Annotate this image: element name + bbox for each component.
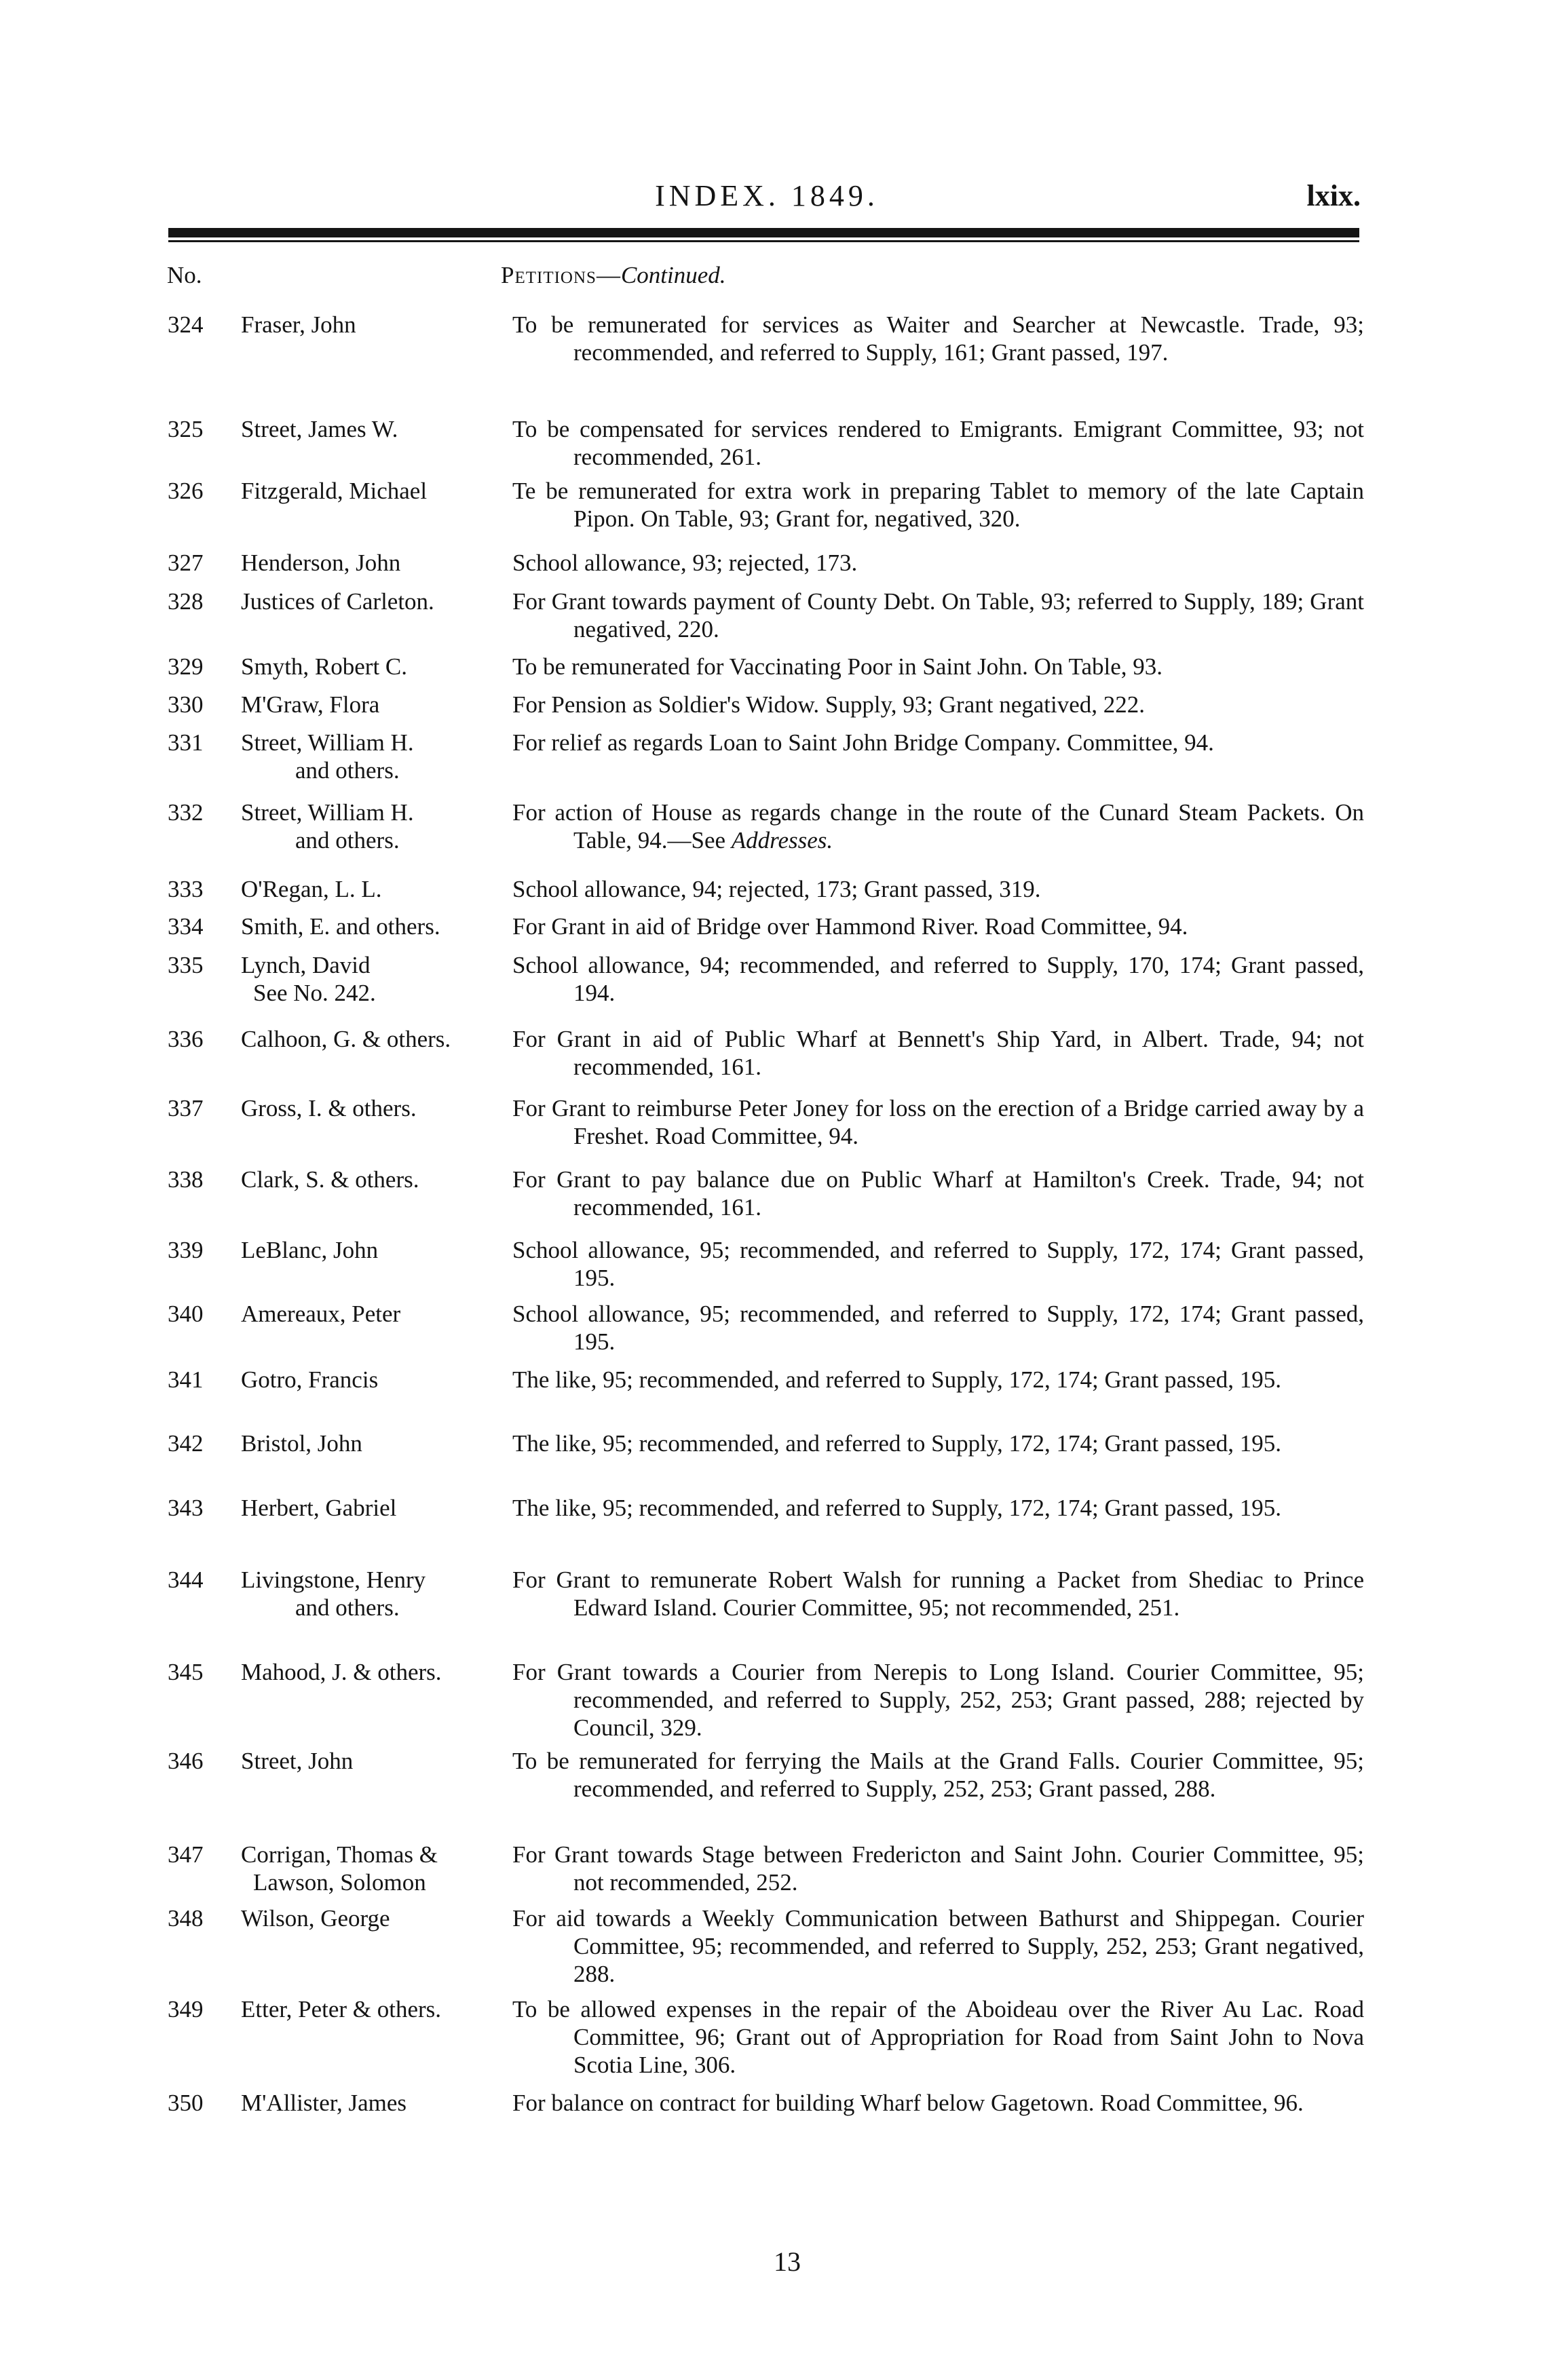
petitioner-name: Amereaux, Peter — [241, 1301, 401, 1327]
description-text: For relief as regards Loan to Saint John Bridge Company. Committee, 94. — [512, 729, 1214, 756]
entry-number: 330 — [168, 691, 204, 718]
description-text: For Pension as Soldier's Widow. Supply, 93; Grant negatived, 222. — [512, 691, 1146, 718]
entry-description — [512, 799, 1364, 854]
description-text: For Grant to reimburse Peter Joney for loss on the erection of a Bridge carried away by a Freshet. Road Committee, 94. — [512, 1095, 1364, 1149]
description-text: School allowance, 94; recommended, and referred to Supply, 170, 174; Grant passed, 194. — [512, 952, 1364, 1006]
entry-description — [512, 1658, 1364, 1742]
entry-description — [512, 477, 1364, 533]
description-text: For Grant towards Stage between Fredericton and Saint John. Courier Committee, 95; not recommended, 252. — [512, 1841, 1364, 1896]
entry-petitioner — [241, 588, 499, 615]
description-text: School allowance, 95; recommended, and referred to Supply, 172, 174; Grant passed, 195. — [512, 1237, 1364, 1291]
petitioner-name: Herbert, Gabriel — [241, 1495, 397, 1521]
petitioner-name: Street, John — [241, 1748, 354, 1774]
entry-petitioner — [241, 1841, 499, 1896]
description-text: School allowance, 94; rejected, 173; Grant passed, 319. — [512, 876, 1041, 902]
description-cross-reference: Addresses. — [731, 827, 833, 853]
petitioner-name-continued: and others. — [295, 1594, 400, 1621]
entry-number: 334 — [168, 913, 204, 940]
entry-petitioner — [241, 2089, 499, 2117]
entry-description — [512, 1747, 1364, 1803]
entry-number: 329 — [168, 653, 204, 680]
petitioner-name-continued: and others. — [295, 757, 400, 784]
entry-petitioner — [241, 1236, 499, 1264]
description-text: Te be remunerated for extra work in preparing Tablet to memory of the late Captain Pipon. On Table, 93; Grant for, negatived, 320. — [512, 478, 1364, 532]
entry-description — [512, 1166, 1364, 1221]
entry-description — [512, 729, 1364, 756]
entry-petitioner — [241, 1366, 499, 1394]
entry-number: 348 — [168, 1905, 204, 1932]
petitioner-name: Henderson, John — [241, 550, 401, 576]
entry-petitioner — [241, 1747, 499, 1775]
entry-description — [512, 1904, 1364, 1988]
entry-number: 339 — [168, 1237, 204, 1263]
entry-number: 337 — [168, 1095, 204, 1121]
signature-number: 13 — [774, 2246, 801, 2277]
entry-petitioner — [241, 549, 499, 577]
no-column-label: No. — [167, 262, 202, 288]
description-text: The like, 95; recommended, and referred to Supply, 172, 174; Grant passed, 195. — [512, 1366, 1281, 1393]
page-title: INDEX. 1849. — [655, 179, 879, 212]
petitioner-name: Gross, I. & others. — [241, 1095, 417, 1121]
description-text: The like, 95; recommended, and referred to Supply, 172, 174; Grant passed, 195. — [512, 1430, 1281, 1457]
description-text: For aid towards a Weekly Communication between Bathurst and Shippegan. Courier Committee, 95; recommended, and referred to Supply, 252, 253; Grant negatived, 288. — [512, 1905, 1364, 1987]
description-text: To be allowed expenses in the repair of the Aboideau over the River Au Lac. Road Committee, 96; Grant out of Appropriation for Road from Saint John to Nova Scotia Line, 306. — [512, 1996, 1364, 2078]
entry-petitioner — [241, 1094, 499, 1122]
entry-number: 341 — [168, 1366, 204, 1393]
entry-number: 347 — [168, 1841, 204, 1868]
entry-description — [512, 913, 1364, 940]
petitioner-name: Mahood, J. & others. — [241, 1659, 442, 1685]
entry-description — [512, 1995, 1364, 2079]
entry-description — [512, 1300, 1364, 1356]
entry-description — [512, 653, 1364, 680]
entry-number: 350 — [168, 2090, 204, 2116]
description-text: For Grant to remunerate Robert Walsh for running a Packet from Shediac to Prince Edward Island. Courier Committee, 95; not recommended, 251. — [512, 1567, 1364, 1621]
description-text: For action of House as regards change in the route of the Cunard Steam Packets. On Table, 94.—See — [512, 799, 1364, 853]
entry-petitioner — [241, 1025, 499, 1053]
description-text: For Grant towards a Courier from Nerepis to Long Island. Courier Committee, 95; recommended, and referred to Supply, 252, 253; Grant passed, 288; rejected by Council, 329. — [512, 1659, 1364, 1741]
petitioner-name: Justices of Carleton. — [241, 588, 434, 615]
entry-number: 342 — [168, 1430, 204, 1457]
entry-number: 349 — [168, 1996, 204, 2022]
entry-petitioner — [241, 311, 499, 339]
header-rule-thin — [168, 240, 1359, 242]
entry-petitioner — [241, 1166, 499, 1193]
section-label — [501, 262, 726, 289]
entry-number: 345 — [168, 1659, 204, 1685]
petitioner-name: Livingstone, Henry — [241, 1567, 426, 1593]
petitioner-name-continued: See No. 242. — [253, 980, 376, 1006]
description-text: For Grant to pay balance due on Public Wharf at Hamilton's Creek. Trade, 94; not recommended, 161. — [512, 1166, 1364, 1221]
entry-number: 331 — [168, 729, 204, 756]
petitioner-name: O'Regan, L. L. — [241, 876, 382, 902]
entry-number: 336 — [168, 1026, 204, 1052]
petitioner-name: Corrigan, Thomas & — [241, 1841, 438, 1868]
entry-number: 328 — [168, 588, 204, 615]
entry-description — [512, 311, 1364, 366]
petitioner-name: Bristol, John — [241, 1430, 362, 1457]
description-text: To be compensated for services rendered to Emigrants. Emigrant Committee, 93; not recommended, 261. — [512, 416, 1364, 470]
entry-petitioner — [241, 913, 499, 940]
petitioner-name: Smith, E. and others. — [241, 913, 440, 940]
entry-description — [512, 951, 1364, 1007]
description-text: To be remunerated for ferrying the Mails at the Grand Falls. Courier Committee, 95; recommended, and referred to Supply, 252, 253; Grant passed, 288. — [512, 1748, 1364, 1802]
petitioner-name: Lynch, David — [241, 952, 371, 978]
entry-description — [512, 1366, 1364, 1394]
header-rule — [168, 228, 1359, 237]
column-labels — [0, 262, 1550, 296]
entry-petitioner — [241, 1300, 499, 1328]
entry-description — [512, 549, 1364, 577]
page-header — [170, 173, 1364, 214]
entry-petitioner — [241, 799, 499, 854]
entry-description — [512, 1494, 1364, 1522]
petitioner-name: Street, William H. — [241, 799, 414, 826]
petitioner-name: Smyth, Robert C. — [241, 653, 408, 680]
description-text: School allowance, 93; rejected, 173. — [512, 550, 858, 576]
entry-description — [512, 875, 1364, 903]
description-text: For balance on contract for building Wharf below Gagetown. Road Committee, 96. — [512, 2090, 1304, 2116]
entry-number: 324 — [168, 311, 204, 338]
description-text: To be remunerated for services as Waiter and Searcher at Newcastle. Trade, 93; recommended, and referred to Supply, 161; Grant passed, 197. — [512, 311, 1364, 366]
entry-number: 335 — [168, 952, 204, 978]
entry-description — [512, 1429, 1364, 1457]
entry-petitioner — [241, 729, 499, 784]
section-label-main: Petitions— — [501, 262, 621, 288]
description-text: School allowance, 95; recommended, and referred to Supply, 172, 174; Grant passed, 195. — [512, 1301, 1364, 1355]
description-text: To be remunerated for Vaccinating Poor in Saint John. On Table, 93. — [512, 653, 1163, 680]
entry-description — [512, 1094, 1364, 1150]
entry-description — [512, 415, 1364, 471]
petitioner-name-continued: Lawson, Solomon — [253, 1869, 426, 1896]
petitioner-name-continued: and others. — [295, 827, 400, 853]
entry-number: 333 — [168, 876, 204, 902]
entry-petitioner — [241, 1995, 499, 2023]
section-label-continued: Continued. — [620, 262, 726, 288]
entry-petitioner — [241, 1494, 499, 1522]
entry-petitioner — [241, 1429, 499, 1457]
petitioner-name: Fraser, John — [241, 311, 356, 338]
entry-petitioner — [241, 415, 499, 443]
petitioner-name: Gotro, Francis — [241, 1366, 379, 1393]
entry-number: 326 — [168, 478, 204, 504]
description-text: For Grant in aid of Bridge over Hammond River. Road Committee, 94. — [512, 913, 1188, 940]
entry-description — [512, 2089, 1364, 2117]
entry-description — [512, 588, 1364, 643]
entry-number: 332 — [168, 799, 204, 826]
petitioner-name: LeBlanc, John — [241, 1237, 379, 1263]
entry-petitioner — [241, 1904, 499, 1932]
entry-number: 343 — [168, 1495, 204, 1521]
entry-petitioner — [241, 951, 499, 1007]
petitioner-name: M'Allister, James — [241, 2090, 407, 2116]
description-text: For Grant towards payment of County Debt. On Table, 93; referred to Supply, 189; Grant negatived, 220. — [512, 588, 1364, 642]
entry-description — [512, 1841, 1364, 1896]
petitioner-name: Etter, Peter & others. — [241, 1996, 442, 2022]
description-text: The like, 95; recommended, and referred to Supply, 172, 174; Grant passed, 195. — [512, 1495, 1281, 1521]
entry-number: 338 — [168, 1166, 204, 1193]
entry-number: 327 — [168, 550, 204, 576]
entry-petitioner — [241, 653, 499, 680]
entry-number: 344 — [168, 1567, 204, 1593]
entry-description — [512, 1236, 1364, 1292]
page-number: lxix. — [1306, 179, 1361, 212]
petitioner-name: Street, James W. — [241, 416, 398, 442]
description-text: For Grant in aid of Public Wharf at Bennett's Ship Yard, in Albert. Trade, 94; not recommended, 161. — [512, 1026, 1364, 1080]
entry-petitioner — [241, 691, 499, 718]
entry-petitioner — [241, 1658, 499, 1686]
petitioner-name: Wilson, George — [241, 1905, 390, 1932]
petitioner-name: Calhoon, G. & others. — [241, 1026, 451, 1052]
petitioner-name: M'Graw, Flora — [241, 691, 380, 718]
entry-description — [512, 1566, 1364, 1621]
entry-number: 346 — [168, 1748, 204, 1774]
entry-petitioner — [241, 875, 499, 903]
petitioner-name: Fitzgerald, Michael — [241, 478, 428, 504]
entry-number: 340 — [168, 1301, 204, 1327]
entry-description — [512, 691, 1364, 718]
entry-petitioner — [241, 1566, 499, 1621]
entry-petitioner — [241, 477, 499, 505]
petitioner-name: Street, William H. — [241, 729, 414, 756]
entry-description — [512, 1025, 1364, 1081]
entry-number: 325 — [168, 416, 204, 442]
petitioner-name: Clark, S. & others. — [241, 1166, 419, 1193]
